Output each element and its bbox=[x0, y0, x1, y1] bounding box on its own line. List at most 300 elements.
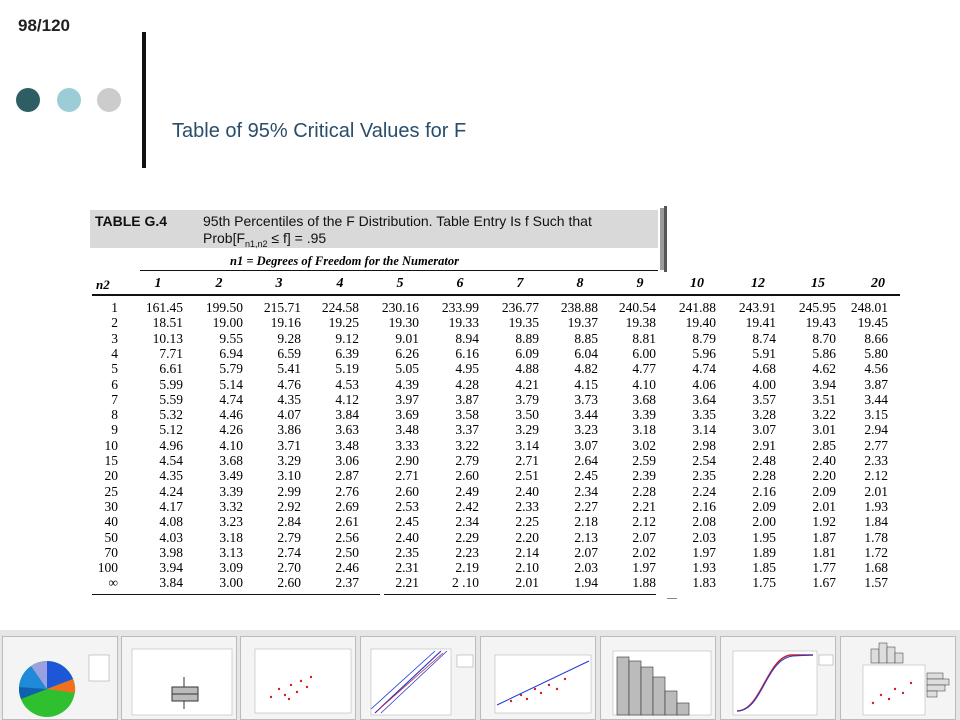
table-cell: 4.35 bbox=[277, 391, 301, 407]
table-cell: 8.70 bbox=[812, 330, 836, 346]
row-label: 8 bbox=[111, 407, 118, 423]
table-cell: 4.95 bbox=[455, 361, 479, 377]
row-label: 3 bbox=[111, 330, 118, 346]
thumbnail-marginal-plot[interactable] bbox=[840, 636, 956, 720]
boxplot-thumbnail-icon bbox=[122, 637, 237, 720]
table-cell: 2.60 bbox=[395, 483, 419, 499]
table-cell: 18.51 bbox=[152, 315, 183, 331]
table-cell: 3.48 bbox=[395, 422, 419, 438]
table-cell: 3.57 bbox=[752, 391, 776, 407]
column-header: 10 bbox=[690, 276, 704, 291]
table-cell: 4.96 bbox=[159, 437, 183, 453]
table-cell: 5.80 bbox=[864, 345, 888, 361]
row-label: 6 bbox=[111, 376, 118, 392]
column-header: 20 bbox=[871, 276, 885, 291]
column-header: 4 bbox=[336, 276, 344, 291]
table-cell: 1.81 bbox=[812, 544, 836, 560]
row-label: 15 bbox=[104, 453, 118, 468]
table-cell: 5.79 bbox=[219, 361, 243, 377]
table-cell: 2.00 bbox=[752, 514, 776, 530]
table-cell: 6.00 bbox=[632, 345, 656, 361]
table-cell: 3.50 bbox=[515, 407, 539, 423]
table-cell: 19.43 bbox=[805, 315, 836, 331]
table-cell: 1.92 bbox=[812, 514, 836, 530]
table-cell: 5.99 bbox=[159, 376, 183, 392]
table-cell: 4.46 bbox=[219, 407, 243, 423]
table-cell: 2.01 bbox=[515, 575, 539, 591]
table-cell: 245.95 bbox=[798, 300, 836, 315]
table-cell: 2.18 bbox=[574, 514, 598, 530]
table-cell: 3.02 bbox=[632, 437, 656, 453]
numerator-label: n1 = Degrees of Freedom for the Numerator bbox=[230, 254, 459, 268]
table-cell: 2.85 bbox=[812, 437, 836, 453]
header-shadow-edge bbox=[664, 206, 667, 272]
table-cell: 3.68 bbox=[632, 391, 656, 407]
table-cell: 2.12 bbox=[864, 468, 888, 484]
table-cell: 4.21 bbox=[515, 376, 539, 392]
row-label: 4 bbox=[111, 345, 118, 361]
table-cell: 1.88 bbox=[632, 575, 656, 591]
row-label: 20 bbox=[104, 468, 118, 484]
column-header: 6 bbox=[456, 276, 464, 291]
table-cell: 2.84 bbox=[277, 514, 301, 530]
table-cell: 3.22 bbox=[455, 437, 479, 453]
table-cell: 2.60 bbox=[277, 575, 301, 591]
rule-under-numerator bbox=[140, 270, 658, 271]
decor-dot-dark bbox=[16, 88, 40, 112]
table-cell: 4.00 bbox=[752, 376, 776, 392]
row-label: 5 bbox=[111, 361, 118, 377]
table-cell: 2.23 bbox=[455, 544, 479, 560]
table-cell: 2.25 bbox=[515, 514, 539, 530]
table-cell: 4.06 bbox=[692, 376, 716, 392]
table-cell: 1.87 bbox=[812, 529, 836, 545]
table-cell: 2.19 bbox=[455, 560, 479, 576]
table-cell: 3.97 bbox=[395, 391, 419, 407]
caption-rest: ≤ f] = .95 bbox=[267, 230, 327, 246]
table-cell: 1.89 bbox=[752, 544, 776, 560]
table-cell: 19.35 bbox=[508, 315, 539, 331]
table-header-box bbox=[90, 210, 658, 248]
table-cell: 3.07 bbox=[574, 437, 598, 453]
row-label: 9 bbox=[111, 422, 118, 438]
table-cell: 2.08 bbox=[692, 514, 716, 530]
table-cell: 6.61 bbox=[159, 361, 183, 377]
table-cell: 2.16 bbox=[692, 498, 716, 514]
row-label: 100 bbox=[97, 560, 118, 576]
row-label: 25 bbox=[104, 483, 118, 499]
table-cell: 19.45 bbox=[857, 315, 888, 331]
table-cell: 3.35 bbox=[692, 407, 716, 423]
table-cell: 1.85 bbox=[752, 560, 776, 576]
table-caption-line1: 95th Percentiles of the F Distribution. Table Entry Is f Such that bbox=[203, 213, 592, 229]
table-cell: 2.46 bbox=[335, 560, 359, 576]
table-cell: 3.28 bbox=[752, 407, 776, 423]
table-cell: 6.59 bbox=[277, 345, 301, 361]
table-cell: 2.40 bbox=[812, 453, 836, 468]
column-header: 12 bbox=[751, 276, 765, 291]
histogram-thumbnail-icon bbox=[601, 637, 716, 720]
table-cell: 2.09 bbox=[752, 498, 776, 514]
table-caption-line2 bbox=[203, 230, 326, 249]
table-cell: 3.84 bbox=[159, 575, 183, 591]
table-cell: 236.77 bbox=[501, 300, 539, 315]
table-cell: 3.33 bbox=[395, 437, 419, 453]
table-cell: 4.08 bbox=[159, 514, 183, 530]
table-cell: 2.21 bbox=[632, 498, 656, 514]
table-cell: 3.29 bbox=[277, 453, 301, 468]
table-cell: 1.93 bbox=[692, 560, 716, 576]
table-cell: 161.45 bbox=[145, 300, 183, 315]
table-cell: 3.18 bbox=[219, 529, 243, 545]
table-cell: 2.07 bbox=[632, 529, 656, 545]
table-cell: 2.37 bbox=[335, 575, 359, 591]
table-cell: 3.94 bbox=[812, 376, 836, 392]
thumbnail-probability-plot[interactable] bbox=[360, 636, 476, 720]
scatter-fit-thumbnail-icon bbox=[481, 637, 596, 720]
table-cell: 2.64 bbox=[574, 453, 598, 468]
table-cell: 241.88 bbox=[678, 300, 716, 315]
row-label: 70 bbox=[104, 544, 118, 560]
table-cell: 2.51 bbox=[515, 468, 539, 484]
table-cell: 1.67 bbox=[812, 575, 836, 591]
table-cell: 4.77 bbox=[632, 361, 656, 377]
table-cell: 243.91 bbox=[738, 300, 776, 315]
table-cell: 2.77 bbox=[864, 437, 888, 453]
table-cell: 4.35 bbox=[159, 468, 183, 484]
table-cell: 2.07 bbox=[574, 544, 598, 560]
table-cell: 4.53 bbox=[335, 376, 359, 392]
table-cell: 8.79 bbox=[692, 330, 716, 346]
table-cell: 2.79 bbox=[277, 529, 301, 545]
cdf-thumbnail-icon bbox=[721, 637, 836, 720]
table-cell: 2.90 bbox=[395, 453, 419, 468]
row-label: 10 bbox=[104, 437, 118, 453]
thumbnail-scatter-fit[interactable] bbox=[480, 636, 596, 720]
table-cell: 4.62 bbox=[812, 361, 836, 377]
table-cell: 2.42 bbox=[455, 498, 479, 514]
table-cell: 2 .10 bbox=[452, 575, 479, 591]
table-code: TABLE G.4 bbox=[95, 213, 168, 229]
table-cell: 2.40 bbox=[395, 529, 419, 545]
table-cell: 2.59 bbox=[632, 453, 656, 468]
slide-title: Table of 95% Critical Values for F bbox=[172, 120, 467, 142]
table-cell: 19.37 bbox=[567, 315, 598, 331]
table-cell: 3.86 bbox=[277, 422, 301, 438]
table-cell: 3.00 bbox=[219, 575, 243, 591]
table-cell: 19.25 bbox=[328, 315, 359, 331]
table-cell: 3.14 bbox=[692, 422, 716, 438]
rule-bottom-mid bbox=[384, 594, 656, 595]
table-cell: 2.79 bbox=[455, 453, 479, 468]
table-cell: 1.83 bbox=[692, 575, 716, 591]
table-cell: 8.81 bbox=[632, 330, 656, 346]
table-cell: 1.84 bbox=[864, 514, 888, 530]
table-cell: 19.16 bbox=[270, 315, 301, 331]
table-cell: 3.39 bbox=[219, 483, 243, 499]
table-cell: 2.29 bbox=[455, 529, 479, 545]
column-header: 9 bbox=[636, 276, 644, 291]
row-label: 1 bbox=[111, 300, 118, 315]
table-cell: 19.40 bbox=[685, 315, 716, 331]
table-cell: 3.94 bbox=[159, 560, 183, 576]
table-cell: 1.97 bbox=[632, 560, 656, 576]
table-cell: 5.91 bbox=[752, 345, 776, 361]
table-cell: 3.06 bbox=[335, 453, 359, 468]
row-label: 7 bbox=[111, 391, 118, 407]
caption-prob: Prob[F bbox=[203, 230, 246, 246]
table-cell: 2.71 bbox=[515, 453, 539, 468]
table-cell: 8.89 bbox=[515, 330, 539, 346]
table-cell: 4.10 bbox=[219, 437, 243, 453]
table-cell: 8.74 bbox=[752, 330, 776, 346]
decor-dot-light bbox=[57, 88, 81, 112]
table-cell: 2.09 bbox=[812, 483, 836, 499]
table-cell: 4.76 bbox=[277, 376, 301, 392]
column-header: 1 bbox=[154, 276, 162, 291]
table-cell: 2.16 bbox=[752, 483, 776, 499]
table-cell: 2.74 bbox=[277, 544, 301, 560]
thumbnail-boxplot[interactable] bbox=[121, 636, 237, 720]
table-cell: 230.16 bbox=[381, 300, 419, 315]
table-cell: 3.71 bbox=[277, 437, 301, 453]
table-cell: 2.03 bbox=[574, 560, 598, 576]
table-cell: 2.34 bbox=[455, 514, 479, 530]
table-cell: 3.14 bbox=[515, 437, 539, 453]
table-cell: 2.49 bbox=[455, 483, 479, 499]
table-cell: 3.07 bbox=[752, 422, 776, 438]
column-header: 7 bbox=[516, 276, 524, 291]
table-cell: 2.61 bbox=[335, 514, 359, 530]
table-cell: 3.49 bbox=[219, 468, 243, 484]
table-cell: 199.50 bbox=[205, 300, 243, 315]
table-cell: 2.98 bbox=[692, 437, 716, 453]
column-header: 8 bbox=[576, 276, 584, 291]
table-cell: 4.26 bbox=[219, 422, 243, 438]
table-cell: 5.05 bbox=[395, 361, 419, 377]
table-cell: 1.78 bbox=[864, 529, 888, 545]
table-cell: 2.13 bbox=[574, 529, 598, 545]
table-cell: 2.03 bbox=[692, 529, 716, 545]
table-cell: 6.26 bbox=[395, 345, 419, 361]
table-cell: 3.68 bbox=[219, 453, 243, 468]
table-cell: 2.01 bbox=[864, 483, 888, 499]
table-cell: 3.18 bbox=[632, 422, 656, 438]
table-cell: 7.71 bbox=[159, 345, 183, 361]
table-cell: 2.45 bbox=[395, 514, 419, 530]
table-cell: 19.30 bbox=[388, 315, 419, 331]
table-cell: 2.53 bbox=[395, 498, 419, 514]
table-cell: 2.50 bbox=[335, 544, 359, 560]
row-header: n2 bbox=[96, 277, 110, 292]
table-cell: 4.54 bbox=[159, 453, 183, 468]
table-cell: 2.10 bbox=[515, 560, 539, 576]
table-cell: 3.87 bbox=[455, 391, 479, 407]
table-cell: 240.54 bbox=[618, 300, 656, 315]
table-cell: 4.24 bbox=[159, 483, 183, 499]
row-label: 30 bbox=[104, 498, 118, 514]
table-cell: 4.82 bbox=[574, 361, 598, 377]
table-cell: 2.70 bbox=[277, 560, 301, 576]
table-cell: 224.58 bbox=[321, 300, 359, 315]
table-cell: 1.93 bbox=[864, 498, 888, 514]
table-cell: 2.71 bbox=[395, 468, 419, 484]
table-cell: 10.13 bbox=[152, 330, 183, 346]
table-cell: 4.88 bbox=[515, 361, 539, 377]
table-cell: 9.12 bbox=[335, 330, 359, 346]
thumbnail-scatterplot[interactable] bbox=[240, 636, 356, 720]
table-cell: 3.79 bbox=[515, 391, 539, 407]
table-cell: 2.35 bbox=[692, 468, 716, 484]
table-cell: 8.66 bbox=[864, 330, 888, 346]
thumbnail-empirical-cdf[interactable] bbox=[720, 636, 836, 720]
row-label: ∞ bbox=[108, 575, 118, 591]
table-cell: 6.94 bbox=[219, 345, 243, 361]
table-cell: 2.91 bbox=[752, 437, 776, 453]
table-cell: 19.41 bbox=[745, 315, 776, 331]
table-cell: 3.29 bbox=[515, 422, 539, 438]
table-cell: 3.58 bbox=[455, 407, 479, 423]
table-cell: 3.23 bbox=[574, 422, 598, 438]
table-cell: 5.41 bbox=[277, 361, 301, 377]
table-cell: 4.74 bbox=[219, 391, 243, 407]
table-cell: 3.15 bbox=[864, 407, 888, 423]
table-cell: 2.27 bbox=[574, 498, 598, 514]
decor-dot-gray bbox=[97, 88, 121, 112]
table-cell: 2.24 bbox=[692, 483, 716, 499]
table-cell: 1.75 bbox=[752, 575, 776, 591]
table-cell: 215.71 bbox=[263, 300, 301, 315]
footnote-mark bbox=[667, 598, 677, 599]
table-cell: 4.39 bbox=[395, 376, 419, 392]
table-cell: 8.85 bbox=[574, 330, 598, 346]
table-cell: 1.72 bbox=[864, 544, 888, 560]
row-label: 2 bbox=[111, 315, 118, 331]
table-cell: 19.38 bbox=[625, 315, 656, 331]
rule-under-headers bbox=[92, 294, 900, 296]
table-cell: 19.00 bbox=[212, 315, 243, 331]
table-cell: 2.12 bbox=[632, 514, 656, 530]
table-cell: 3.44 bbox=[574, 407, 598, 423]
table-cell: 6.09 bbox=[515, 345, 539, 361]
table-cell: 9.01 bbox=[395, 330, 419, 346]
table-cell: 3.32 bbox=[219, 498, 243, 514]
table-cell: 2.48 bbox=[752, 453, 776, 468]
pie-thumbnail-icon bbox=[3, 637, 118, 720]
table-cell: 5.14 bbox=[219, 376, 243, 392]
table-cell: 4.28 bbox=[455, 376, 479, 392]
table-cell: 1.68 bbox=[864, 560, 888, 576]
table-cell: 4.56 bbox=[864, 361, 888, 377]
table-cell: 233.99 bbox=[441, 300, 479, 315]
table-cell: 2.21 bbox=[395, 575, 419, 591]
table-cell: 5.19 bbox=[335, 361, 359, 377]
table-cell: 4.74 bbox=[692, 361, 716, 377]
table-cell: 3.64 bbox=[692, 391, 716, 407]
table-cell: 2.33 bbox=[864, 453, 888, 468]
table-cell: 3.39 bbox=[632, 407, 656, 423]
table-cell: 3.98 bbox=[159, 544, 183, 560]
table-cell: 19.33 bbox=[448, 315, 479, 331]
table-cell: 9.55 bbox=[219, 330, 243, 346]
table-cell: 2.28 bbox=[752, 468, 776, 484]
table-cell: 2.20 bbox=[812, 468, 836, 484]
table-cell: 3.10 bbox=[277, 468, 301, 484]
table-cell: 2.02 bbox=[632, 544, 656, 560]
row-label: 40 bbox=[104, 514, 118, 530]
column-header: 15 bbox=[811, 276, 825, 291]
thumbnail-pie-chart[interactable] bbox=[2, 636, 118, 720]
table-cell: 2.87 bbox=[335, 468, 359, 484]
table-cell: 1.95 bbox=[752, 529, 776, 545]
table-cell: 2.20 bbox=[515, 529, 539, 545]
table-cell: 6.39 bbox=[335, 345, 359, 361]
table-cell: 3.13 bbox=[219, 544, 243, 560]
table-cell: 2.69 bbox=[335, 498, 359, 514]
table-cell: 2.94 bbox=[864, 422, 888, 438]
rule-bottom-left bbox=[92, 594, 380, 595]
table-cell: 3.69 bbox=[395, 407, 419, 423]
table-cell: 5.59 bbox=[159, 391, 183, 407]
table-cell: 4.10 bbox=[632, 376, 656, 392]
table-cell: 2.99 bbox=[277, 483, 301, 499]
column-header: 5 bbox=[396, 276, 404, 291]
table-cell: 2.60 bbox=[455, 468, 479, 484]
table-cell: 5.96 bbox=[692, 345, 716, 361]
table-cell: 3.48 bbox=[335, 437, 359, 453]
table-cell: 9.28 bbox=[277, 330, 301, 346]
table-cell: 3.84 bbox=[335, 407, 359, 423]
table-cell: 2.28 bbox=[632, 483, 656, 499]
table-cell: 3.44 bbox=[864, 391, 888, 407]
table-cell: 2.92 bbox=[277, 498, 301, 514]
table-cell: 2.54 bbox=[692, 453, 716, 468]
table-cell: 3.09 bbox=[219, 560, 243, 576]
column-header: 3 bbox=[275, 276, 283, 291]
slide-number: 98/120 bbox=[18, 16, 70, 35]
table-cell: 2.76 bbox=[335, 483, 359, 499]
table-cell: 3.51 bbox=[812, 391, 836, 407]
thumbnail-histogram[interactable] bbox=[600, 636, 716, 720]
thumbnail-strip bbox=[0, 630, 960, 720]
table-cell: 2.56 bbox=[335, 529, 359, 545]
table-cell: 1.94 bbox=[574, 575, 598, 591]
caption-subscript: n1,n2 bbox=[245, 238, 268, 249]
table-cell: 2.45 bbox=[574, 468, 598, 484]
table-cell: 1.97 bbox=[692, 544, 716, 560]
table-cell: 3.87 bbox=[864, 376, 888, 392]
table-cell: 4.68 bbox=[752, 361, 776, 377]
table-cell: 2.31 bbox=[395, 560, 419, 576]
table-cell: 3.01 bbox=[812, 422, 836, 438]
marginal-plot-thumbnail-icon bbox=[841, 637, 956, 720]
table-cell: 238.88 bbox=[560, 300, 598, 315]
title-divider bbox=[142, 32, 146, 168]
table-cell: 5.12 bbox=[159, 422, 183, 438]
table-cell: 4.15 bbox=[574, 376, 598, 392]
table-cell: 3.73 bbox=[574, 391, 598, 407]
table-cell: 6.04 bbox=[574, 345, 598, 361]
row-label: 50 bbox=[104, 529, 118, 545]
table-cell: 2.34 bbox=[574, 483, 598, 499]
table-cell: 2.39 bbox=[632, 468, 656, 484]
table-cell: 3.23 bbox=[219, 514, 243, 530]
table-cell: 3.63 bbox=[335, 422, 359, 438]
scatter-thumbnail-icon bbox=[241, 637, 356, 720]
probability-plot-thumbnail-icon bbox=[361, 637, 476, 720]
table-cell: 2.35 bbox=[395, 544, 419, 560]
table-cell: 5.86 bbox=[812, 345, 836, 361]
